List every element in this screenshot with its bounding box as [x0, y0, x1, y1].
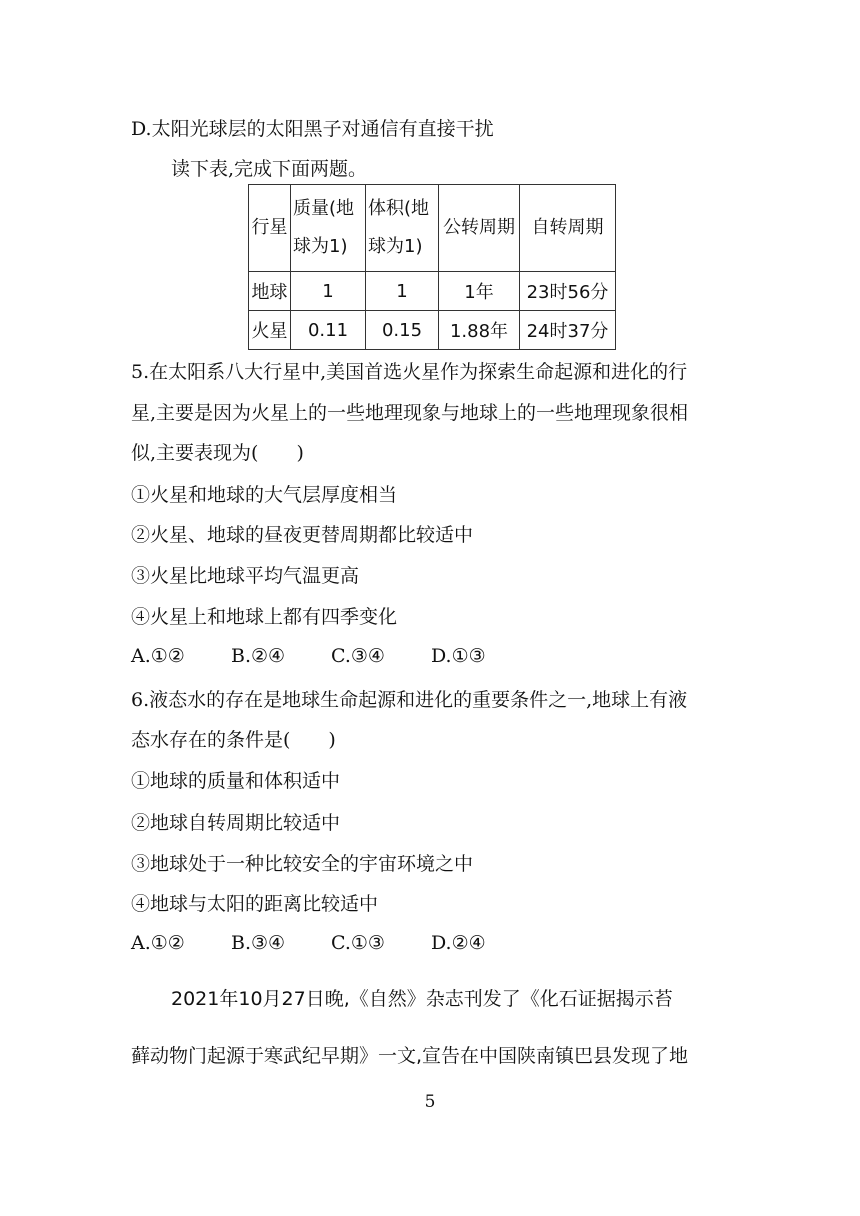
q5-stem-line: 似,主要表现为( ): [131, 442, 304, 464]
cell-planet: 火星: [249, 311, 291, 350]
q6-option-b[interactable]: B.③④: [231, 932, 286, 954]
cell-volume: 0.15: [366, 311, 439, 350]
q6-option-c[interactable]: C.①③: [331, 932, 385, 954]
q5-stem-line: 星,主要是因为火星上的一些地理现象与地球上的一些地理现象很相: [131, 402, 689, 424]
page-number: 5: [424, 1092, 436, 1112]
passage-line: 2021年10月27日晚,《自然》杂志刊发了《化石证据揭示苔: [171, 988, 673, 1010]
cell-planet: 地球: [249, 272, 291, 311]
q6-item: ③地球处于一种比较安全的宇宙环境之中: [131, 853, 474, 875]
table-row: [249, 311, 616, 350]
cell-rotation: 24时37分: [520, 311, 616, 350]
q5-stem-line: 5.在太阳系八大行星中,美国首选火星作为探索生命起源和进化的行: [131, 361, 688, 383]
q5-option-d[interactable]: D.①③: [431, 645, 486, 667]
q6-option-a[interactable]: A.①②: [131, 932, 185, 954]
table-intro: 读下表,完成下面两题。: [171, 158, 368, 180]
table-row: [249, 272, 616, 311]
q6-option-d[interactable]: D.②④: [431, 932, 486, 954]
q6-stem-line: 6.液态水的存在是地球生命起源和进化的重要条件之一,地球上有液: [131, 689, 688, 711]
header-mass: 质量(地球为1): [291, 185, 366, 272]
q5-option-a[interactable]: A.①②: [131, 645, 185, 667]
q6-item: ②地球自转周期比较适中: [131, 812, 341, 834]
q5-options: [131, 645, 486, 667]
cell-revolution: 1.88年: [439, 311, 520, 350]
cell-rotation: 23时56分: [520, 272, 616, 311]
option-d-previous: D.太阳光球层的太阳黑子对通信有直接干扰: [131, 118, 494, 140]
q5-item: ①火星和地球的大气层厚度相当: [131, 484, 398, 506]
cell-mass: 1: [291, 272, 366, 311]
header-rotation: 自转周期: [520, 185, 616, 272]
header-planet: 行星: [249, 185, 291, 272]
cell-mass: 0.11: [291, 311, 366, 350]
table-header-row: [249, 185, 616, 272]
q5-item: ③火星比地球平均气温更高: [131, 565, 360, 587]
header-revolution: 公转周期: [439, 185, 520, 272]
q5-option-c[interactable]: C.③④: [331, 645, 385, 667]
planet-table: [248, 184, 616, 350]
q5-item: ④火星上和地球上都有四季变化: [131, 606, 398, 628]
q5-item: ②火星、地球的昼夜更替周期都比较适中: [131, 524, 474, 546]
q6-item: ①地球的质量和体积适中: [131, 770, 341, 792]
passage-line: 藓动物门起源于寒武纪早期》一文,宣告在中国陕南镇巴县发现了地: [131, 1045, 689, 1067]
header-volume: 体积(地球为1): [366, 185, 439, 272]
q6-options: [131, 932, 486, 954]
cell-volume: 1: [366, 272, 439, 311]
q6-item: ④地球与太阳的距离比较适中: [131, 893, 379, 915]
q5-option-b[interactable]: B.②④: [231, 645, 286, 667]
cell-revolution: 1年: [439, 272, 520, 311]
q6-stem-line: 态水存在的条件是( ): [131, 729, 336, 751]
